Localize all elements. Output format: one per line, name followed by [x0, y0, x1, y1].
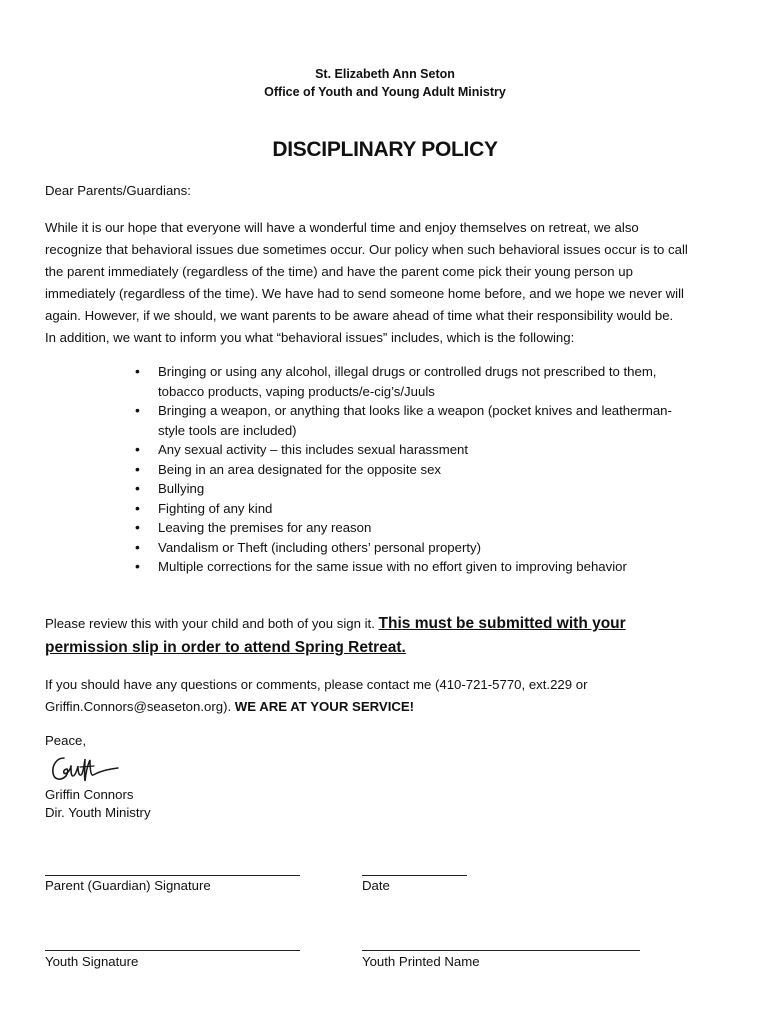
list-item: • Bringing a weapon, or anything that looks like a weapon (pocket knives and leatherman- style tools are included): [158, 401, 718, 440]
signer-name: Griffin Connors: [45, 787, 134, 802]
intro-line: again. However, if we should, we want parents to be aware ahead of time what their responsibility would be.: [45, 308, 674, 323]
intro-line: recognize that behavioral issues due sometimes occur. Our policy when such behavioral issues occur is to call: [45, 242, 688, 257]
date-label: Date: [362, 878, 390, 893]
parent-signature-label: Parent (Guardian) Signature: [45, 878, 211, 893]
handwritten-signature: [50, 752, 120, 786]
review-lead: Please review this with your child and both of you sign it.: [45, 616, 379, 631]
youth-printed-name-line[interactable]: [362, 950, 640, 951]
list-item: • Leaving the premises for any reason: [158, 518, 718, 538]
youth-signature-label: Youth Signature: [45, 954, 139, 969]
service-motto: WE ARE AT YOUR SERVICE!: [234, 699, 415, 714]
contact-email: Griffin.Connors@seaseton.org).: [45, 699, 235, 714]
office-name: Office of Youth and Young Adult Ministry: [264, 85, 506, 99]
intro-line: immediately (regardless of the time). We have had to send someone home before, and we hope we never will: [45, 286, 684, 301]
list-item: • Bullying: [158, 479, 718, 499]
intro-line: While it is our hope that everyone will have a wonderful time and enjoy themselves on retreat, we also: [45, 220, 639, 235]
intro-line: In addition, we want to inform you what “behavioral issues” includes, which is the following:: [45, 330, 575, 345]
signer-role: Dir. Youth Ministry: [45, 805, 151, 820]
list-item: • Vandalism or Theft (including others’ personal property): [158, 538, 718, 558]
contact-line: [45, 696, 735, 718]
list-item: • Multiple corrections for the same issue with no effort given to improving behavior: [158, 557, 718, 577]
review-emphasis: This must be submitted with your: [378, 615, 626, 632]
list-item: • Any sexual activity – this includes sexual harassment: [158, 440, 718, 460]
list-item: • Fighting of any kind: [158, 499, 718, 519]
closing: Peace,: [45, 733, 87, 748]
parent-signature-line[interactable]: [45, 875, 300, 876]
page-title: DISCIPLINARY POLICY: [272, 138, 498, 161]
church-name: St. Elizabeth Ann Seton: [315, 67, 455, 81]
list-item: • Bringing or using any alcohol, illegal drugs or controlled drugs not prescribed to them, tobacco products, vaping products/e-cig’s/Juuls: [158, 362, 718, 401]
youth-printed-name-label: Youth Printed Name: [362, 954, 480, 969]
intro-line: the parent immediately (regardless of the time) and have the parent come pick their young person up: [45, 264, 633, 279]
contact-paragraph: [45, 674, 735, 718]
date-line[interactable]: [362, 875, 467, 876]
behavioral-issues-list: [158, 362, 718, 577]
list-item: • Being in an area designated for the opposite sex: [158, 460, 718, 480]
youth-signature-line[interactable]: [45, 950, 300, 951]
salutation: Dear Parents/Guardians:: [45, 183, 191, 198]
contact-line: If you should have any questions or comments, please contact me (410-721-5770, ext.229 or: [45, 677, 588, 692]
intro-paragraph: [45, 217, 735, 349]
review-paragraph: [45, 612, 735, 660]
review-emphasis-continued: permission slip in order to attend Spring Retreat.: [45, 639, 406, 656]
